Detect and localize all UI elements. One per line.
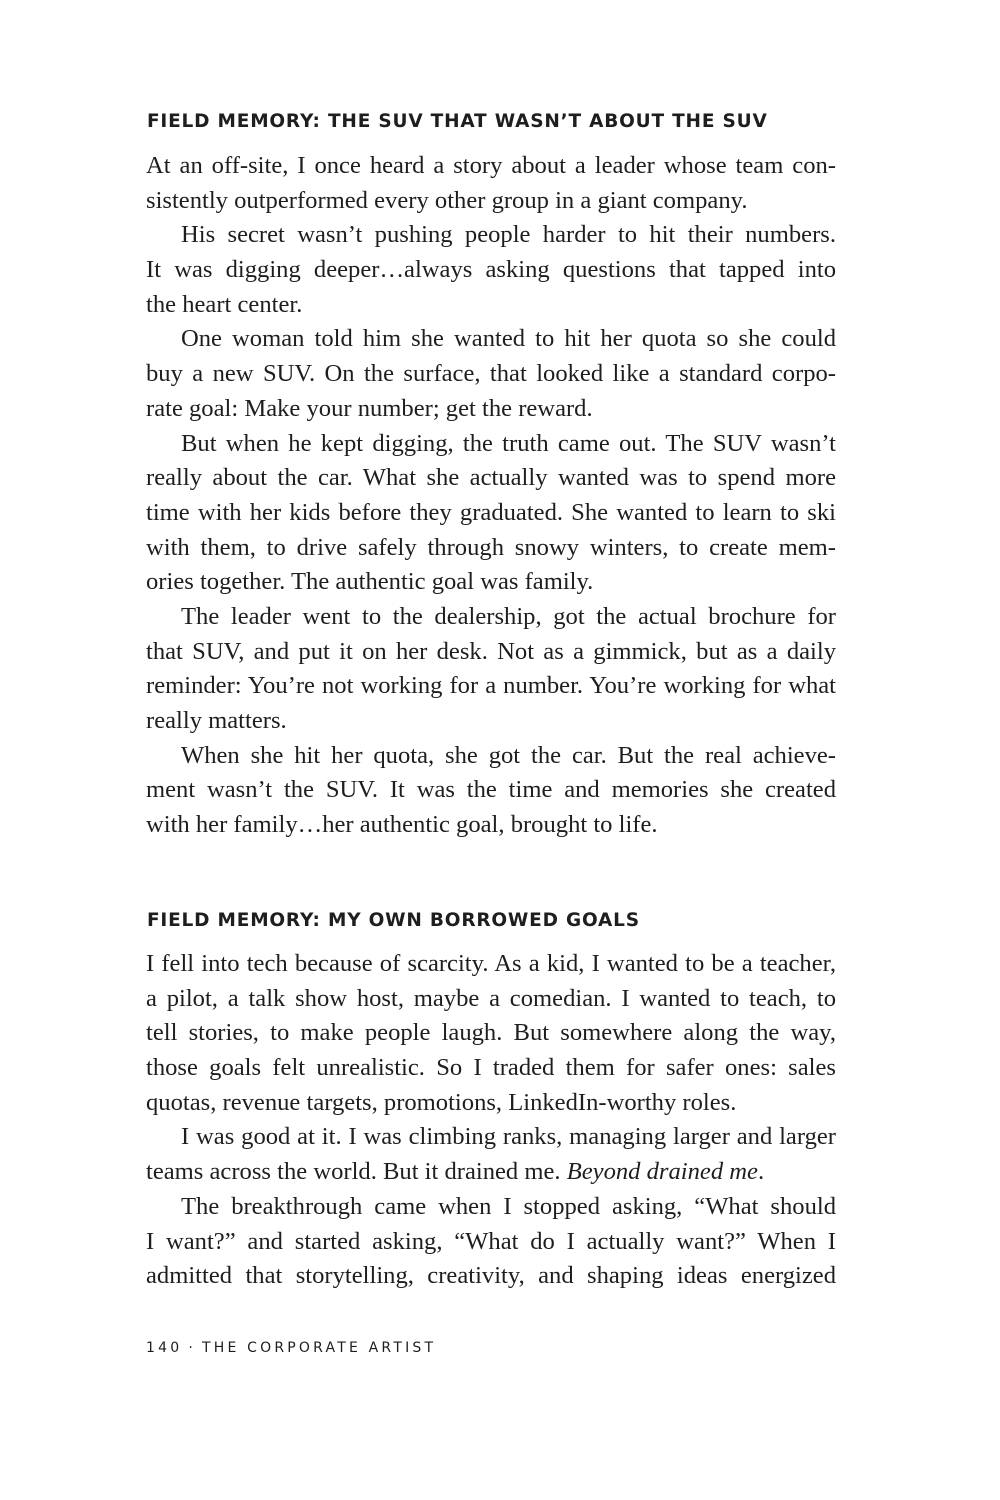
paragraph-line: quotas, revenue targets, promotions, LinkedIn-worthy roles. [146,1088,737,1116]
section-heading-borrowed-goals: FIELD MEMORY: MY OWN BORROWED GOALS [147,910,640,931]
paragraph-line: that SUV, and put it on her desk. Not as a gimmick, but as a daily [146,637,836,665]
paragraph-line: I fell into tech because of scarcity. As a kid, I wanted to be a teacher, [146,950,836,977]
paragraph-line: The breakthrough came when I stopped asking, “What should [181,1192,836,1220]
page-footer [146,1340,436,1356]
paragraph-line: At an off-site, I once heard a story about a leader whose team con- [146,152,836,179]
paragraph-line: One woman told him she wanted to hit her quota so she could [181,325,836,353]
paragraph-line [146,1155,836,1190]
paragraph-line: time with her kids before they graduated. She wanted to learn to ski [146,498,836,526]
section-body-borrowed-goals [146,947,836,1294]
paragraph-line: I want?” and started asking, “What do I actually want?” When I [146,1227,836,1255]
paragraph-line: really matters. [146,707,287,734]
paragraph-line: admitted that storytelling, creativity, and shaping ideas energized [146,1262,836,1290]
section-body-suv [146,149,836,843]
paragraph-line: rate goal: Make your number; get the reward. [146,394,593,422]
section-heading-suv: FIELD MEMORY: THE SUV THAT WASN’T ABOUT THE SUV [147,111,768,132]
paragraph-line: The leader went to the dealership, got the actual brochure for [181,602,836,630]
paragraph-line: with them, to drive safely through snowy winters, to create mem- [146,533,836,561]
paragraph-line: When she hit her quota, she got the car. But the real achieve- [181,741,836,769]
paragraph-line: the heart center. [146,290,303,318]
emphasis-text: Beyond drained me [566,1158,758,1186]
paragraph-line: a pilot, a talk show host, maybe a comedian. I wanted to teach, to [146,984,836,1012]
page-number: 140 [146,1340,183,1356]
book-title: THE CORPORATE ARTIST [201,1340,437,1356]
footer-separator: · [188,1340,196,1356]
paragraph-line: ment wasn’t the SUV. It was the time and memories she created [146,776,836,804]
paragraph-line: those goals felt unrealistic. So I traded them for safer ones: sales [146,1054,836,1082]
paragraph-text: . [757,1158,765,1186]
paragraph-line: His secret wasn’t pushing people harder to hit their numbers. [181,221,836,249]
paragraph-line: sistently outperformed every other group in a giant company. [146,186,748,214]
paragraph-line: ories together. The authentic goal was family. [146,568,594,596]
paragraph-line: with her family…her authentic goal, brought to life. [146,811,658,839]
paragraph-text: teams across the world. But it drained me. [146,1158,561,1186]
paragraph-line: really about the car. What she actually wanted was to spend more [146,464,836,492]
paragraph-line: I was good at it. I was climbing ranks, managing larger and larger [181,1123,836,1151]
paragraph-line: tell stories, to make people laugh. But somewhere along the way, [146,1019,836,1047]
paragraph-line: It was digging deeper…always asking questions that tapped into [146,256,836,284]
paragraph-line: buy a new SUV. On the surface, that looked like a standard corpo- [146,360,836,388]
paragraph-line: But when he kept digging, the truth came out. The SUV wasn’t [181,429,836,457]
paragraph-line: reminder: You’re not working for a number. You’re working for what [146,672,836,700]
